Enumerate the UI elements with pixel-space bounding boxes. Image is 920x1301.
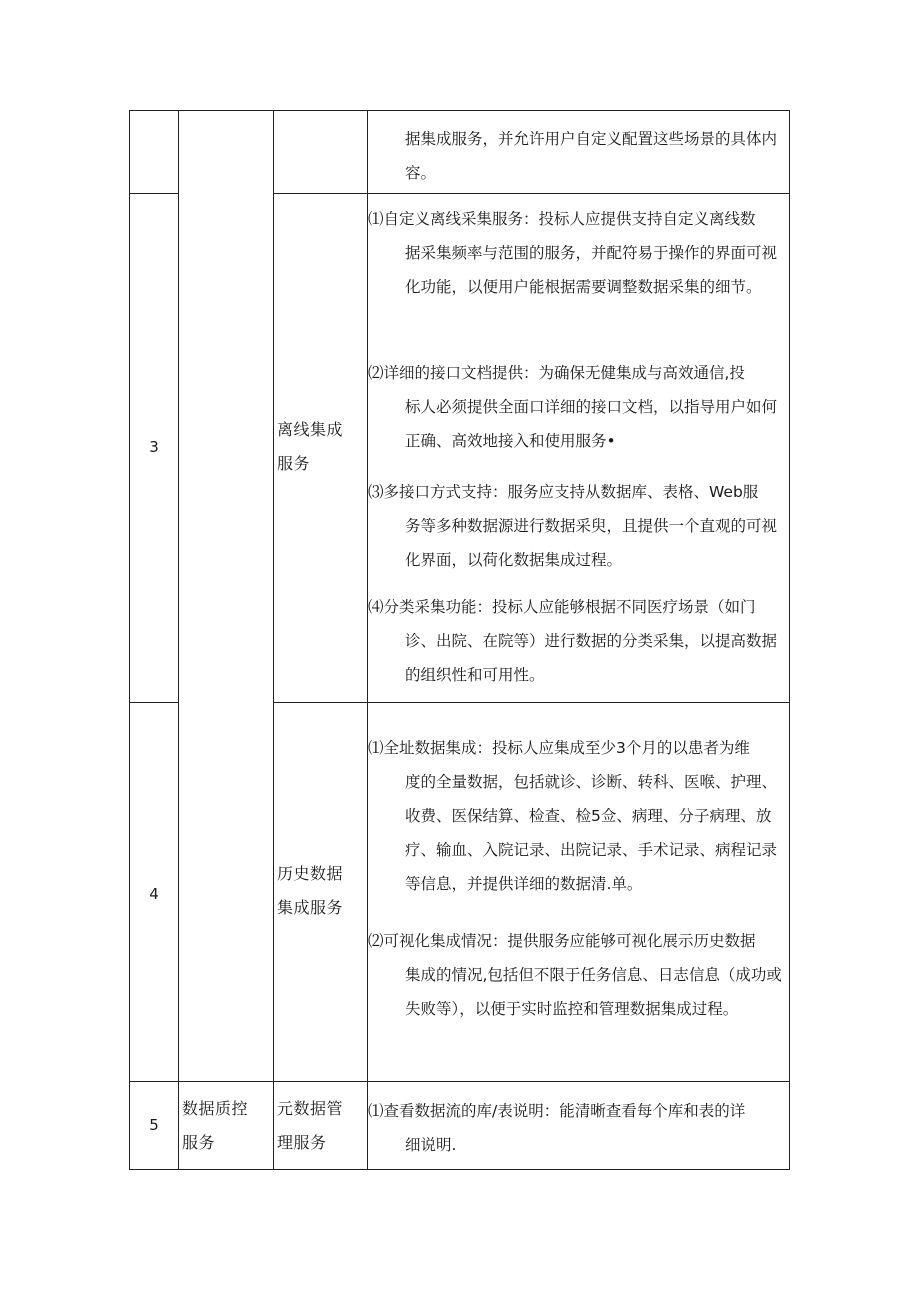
requirement-item: [368, 1094, 786, 1162]
row-number: 3: [149, 438, 159, 456]
requirement-item-rest: 据采集频率与范围的服务，并配符易于操作的界面可视化功能，以便用户能根据需要调整数据采集的细节。: [405, 244, 778, 296]
requirement-item-rest: 度的全量数据，包括就诊、诊断、转科、医喉、护理、收费、医保结算、检查、检5佥、病理、分子病理、放疗、输血、入院记录、出院记录、手术记录、病程记录等信息，并提供详细的数据清.单。: [405, 773, 778, 893]
service-name-line: 元数据管: [277, 1099, 344, 1118]
row-divider: [129, 1081, 790, 1082]
service-name-line: 理服务: [277, 1133, 327, 1152]
row-divider: [273, 193, 790, 194]
row-divider: [129, 193, 178, 194]
service-name: [277, 1092, 343, 1160]
requirement-item: [368, 924, 786, 1026]
requirement-item-first-line: ⑵可视化集成情况：提供服务应能够可视化展示历史数据: [368, 932, 756, 950]
table-border-top: [129, 110, 790, 111]
service-name-line: 离线集成: [277, 420, 344, 439]
requirement-item-rest: 诊、出院、在院等）进行数据的分类采集，以提高数据的组织性和可用性。: [405, 632, 778, 684]
requirement-item-first-line: ⑴全址数据集成：投标人应集成至少3个月的以患者为维: [368, 739, 750, 757]
requirement-item-first-line: ⑵详细的接口文档提供：为确保无健集成与高效通信,投: [368, 364, 745, 382]
service-name-line: 历史数据: [277, 864, 344, 883]
row-number: 5: [149, 1116, 159, 1134]
requirement-item-first-line: ⑴自定义离线采集服务：投标人应提供支持自定义离线数: [368, 210, 756, 228]
column-divider: [178, 110, 179, 1170]
row-divider: [273, 702, 790, 703]
requirement-item-rest: 细说明.: [405, 1136, 457, 1154]
requirement-item-first-line: ⑶多接口方式支持：服务应支持从数据库、表格、Web服: [368, 483, 759, 501]
requirement-item-rest: 标人必须提供全面口详细的接口文档，以指导用户如何正确、高效地接入和使用服务•: [405, 398, 778, 450]
service-name: [277, 857, 343, 925]
row-number: 4: [149, 885, 159, 903]
table-border-left: [129, 110, 130, 1170]
service-name-line: 服务: [277, 454, 311, 473]
service-name: [277, 413, 343, 481]
requirement-item: [368, 731, 786, 901]
requirement-item: [368, 356, 786, 458]
requirement-item: [368, 202, 786, 304]
row-divider: [129, 702, 178, 703]
requirement-item-rest: 务等多种数据源进行数据采臾，且提供一个直观的可视化界面，以荷化数据集成过程。: [405, 517, 778, 569]
table-border-bottom: [129, 1169, 790, 1170]
category-name-line: 数据质控: [182, 1099, 249, 1118]
requirement-item: [368, 475, 786, 577]
table-border-right: [789, 110, 790, 1170]
column-divider: [273, 110, 274, 1170]
requirement-item-first-line: ⑷分类采集功能：投标人应能够根据不同医疗场景（如门: [368, 598, 756, 616]
service-name-line: 集成服务: [277, 898, 344, 917]
requirement-item: [368, 590, 786, 692]
requirement-item-first-line: ⑴查看数据流的库/表说明：能清晰查看每个库和表的详: [368, 1102, 746, 1120]
category-name: [182, 1092, 248, 1160]
requirement-item-rest: 集成的情况,包括但不限于任务信息、日志信息（成功或失败等），以便于实时监控和管理数据集成过程。: [405, 966, 782, 1018]
continued-text: 据集成服务，并允许用户自定义配置这些场景的具体内容。: [405, 130, 778, 182]
category-name-line: 服务: [182, 1133, 216, 1152]
